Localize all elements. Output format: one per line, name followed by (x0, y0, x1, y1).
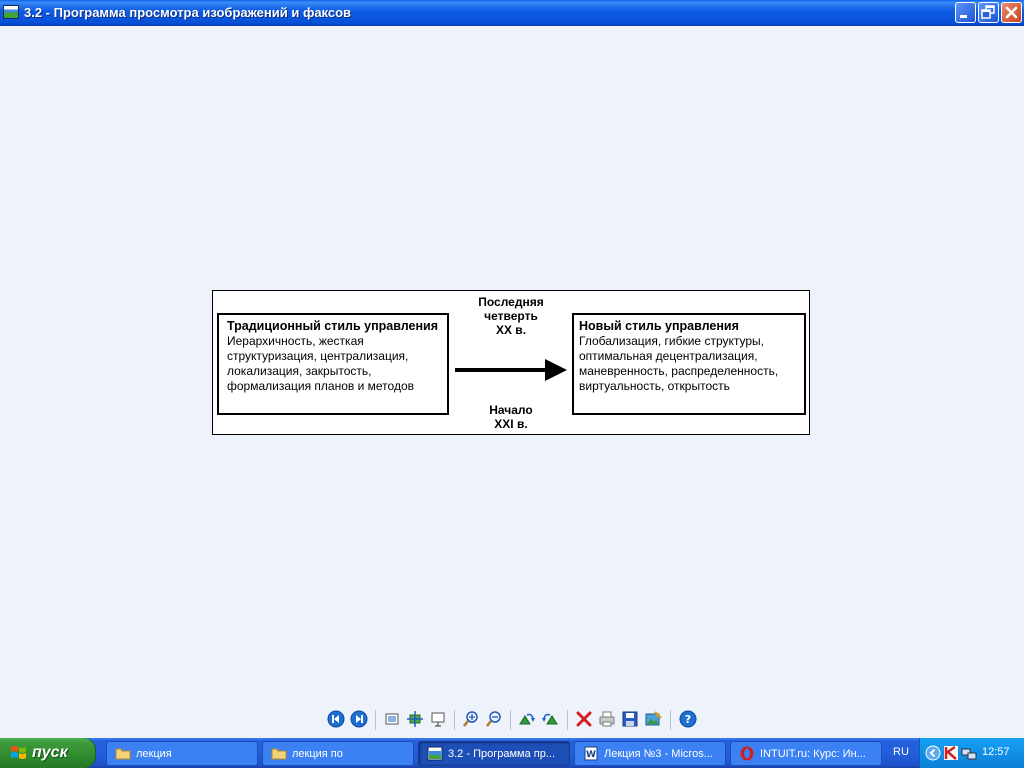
title-bar[interactable] (0, 0, 1024, 26)
new-style-box (572, 313, 806, 415)
period-line: XX в. (495, 323, 527, 337)
start-button[interactable] (0, 738, 96, 768)
previous-image-icon[interactable] (327, 710, 345, 728)
taskbar-item-lekciya[interactable] (106, 741, 258, 766)
taskbar-item-label: Лекция №3 - Micros... (604, 748, 713, 760)
taskbar (0, 738, 1024, 768)
edit-image-icon[interactable] (644, 710, 662, 728)
close-icon (1002, 3, 1021, 22)
window-title: 3.2 - Программа просмотра изображений и факсов (24, 5, 352, 20)
viewer-toolbar (324, 708, 704, 732)
image-viewer-icon (427, 746, 443, 761)
period-label-start (451, 295, 571, 337)
taskbar-item-label: INTUIT.ru: Курс: Ин... (760, 748, 866, 760)
diagram-image (212, 290, 810, 435)
restore-icon (979, 3, 998, 22)
word-icon (583, 746, 599, 761)
close-button[interactable] (1001, 2, 1022, 23)
toolbar-separator (567, 710, 568, 730)
box-line: формализация планов и методов (227, 379, 415, 393)
period-label-end (451, 403, 571, 431)
next-image-icon[interactable] (350, 710, 368, 728)
box-line: виртуальность, открытость (579, 379, 730, 393)
image-viewer-app-icon[interactable] (3, 5, 19, 19)
toolbar-separator (375, 710, 376, 730)
actual-size-icon[interactable] (406, 710, 424, 728)
save-icon[interactable] (621, 710, 639, 728)
period-line: Последняя (478, 295, 544, 309)
taskbar-item-label: лекция по (292, 748, 343, 760)
print-icon[interactable] (598, 710, 616, 728)
taskbar-item-image-viewer[interactable] (418, 741, 570, 766)
toolbar-separator (670, 710, 671, 730)
period-line: Начало (489, 403, 533, 417)
folder-icon (115, 746, 131, 761)
transition-arrow (453, 357, 571, 381)
zoom-out-icon[interactable] (485, 710, 503, 728)
toolbar-separator (454, 710, 455, 730)
start-label: пуск (32, 744, 68, 761)
minimize-button[interactable] (955, 2, 976, 23)
box-line: структуризация, централизация, (227, 349, 409, 363)
language-indicator[interactable]: RU (893, 746, 909, 758)
box-line: оптимальная децентрализация, (579, 349, 758, 363)
taskbar-item-word[interactable] (574, 741, 726, 766)
zoom-in-icon[interactable] (462, 710, 480, 728)
box-line: маневренность, распределенность, (579, 364, 779, 378)
minimize-icon (956, 3, 975, 22)
restore-button[interactable] (978, 2, 999, 23)
network-icon[interactable] (961, 745, 977, 761)
windows-logo-icon (10, 745, 27, 761)
svg-text:?: ? (684, 713, 692, 726)
period-line: четверть (484, 309, 538, 323)
box-heading: Традиционный стиль управления (227, 319, 439, 333)
slideshow-icon[interactable] (429, 710, 447, 728)
tray-expand-icon[interactable] (925, 745, 941, 761)
toolbar-separator (510, 710, 511, 730)
svg-text:W: W (586, 750, 596, 760)
taskbar-item-label: лекция (136, 748, 172, 760)
box-line: Иерархичность, жесткая (227, 334, 364, 348)
taskbar-item-opera[interactable] (730, 741, 882, 766)
traditional-style-box (217, 313, 449, 415)
antivirus-icon[interactable] (943, 745, 959, 761)
box-heading: Новый стиль управления (579, 319, 739, 333)
rotate-clockwise-icon[interactable] (518, 710, 536, 728)
taskbar-item-label: 3.2 - Программа пр... (448, 748, 555, 760)
period-line: XXI в. (494, 417, 528, 431)
delete-icon[interactable] (575, 710, 593, 728)
taskbar-item-lekciya-po[interactable] (262, 741, 414, 766)
best-fit-icon[interactable] (383, 710, 401, 728)
opera-icon (739, 746, 755, 761)
help-icon[interactable] (679, 710, 697, 728)
folder-icon (271, 746, 287, 761)
rotate-counterclockwise-icon[interactable] (541, 710, 559, 728)
system-tray (919, 738, 1024, 768)
box-line: Глобализация, гибкие структуры, (579, 334, 764, 348)
box-line: локализация, закрытость, (227, 364, 372, 378)
clock[interactable]: 12:57 (982, 746, 1010, 758)
